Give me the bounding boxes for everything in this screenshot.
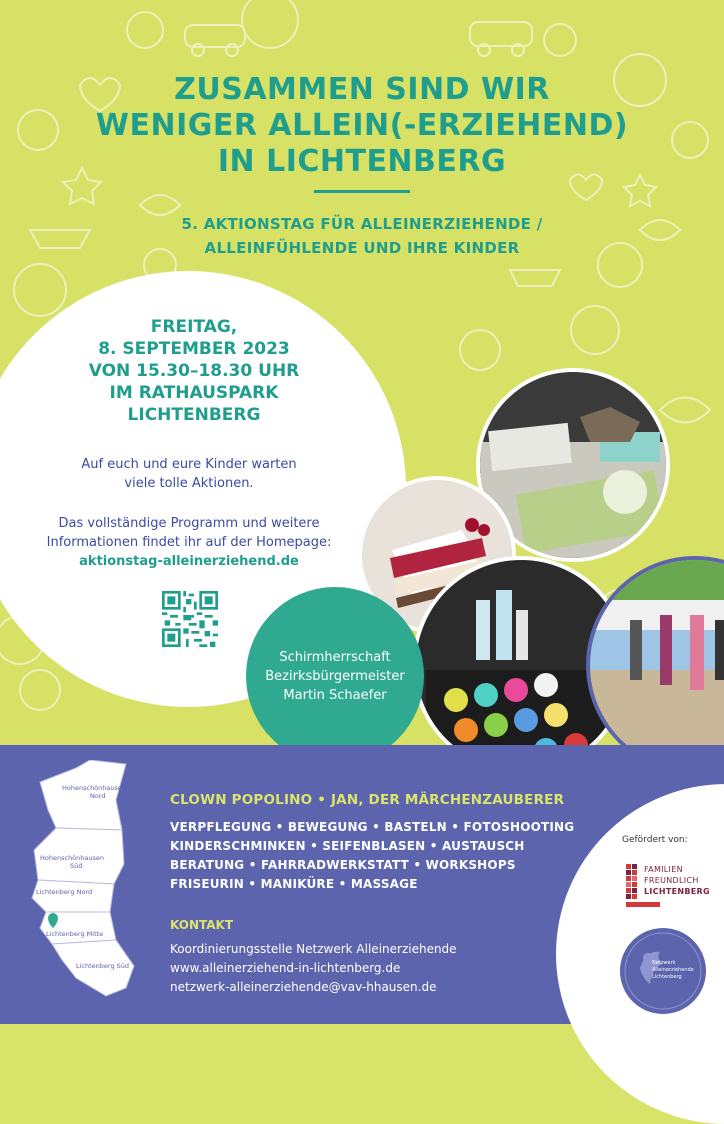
qr-code[interactable] <box>162 591 218 647</box>
netz-line-2: Alleinerziehende <box>652 967 694 973</box>
intro-text <box>30 455 348 493</box>
map-label-hsh-sued-2: Süd <box>70 862 83 870</box>
patron-line-1: Schirmherrschaft <box>279 650 391 665</box>
subtitle-line-2: ALLEINFÜHLENDE UND IHRE KINDER <box>204 239 520 257</box>
activities-block <box>170 791 630 894</box>
netzwerk-text <box>652 960 694 981</box>
map-label-lb-sued: Lichtenberg Süd <box>76 962 130 970</box>
map-label-lb-mitte: Lichtenberg Mitte <box>46 930 104 938</box>
event-place-1: IM RATHAUSPARK <box>109 383 279 403</box>
program-line-2: Informationen findet ihr auf der Homepage: <box>46 535 332 550</box>
title-line-2: WENIGER ALLEIN(-ERZIEHEND) <box>95 108 629 143</box>
program-line-1: Das vollständige Programm und weitere <box>58 516 320 531</box>
contact-heading: KONTAKT <box>170 918 234 932</box>
map-district-hsh-nord <box>40 760 126 830</box>
patron-text <box>256 648 414 705</box>
intro-line-1: Auf euch und eure Kinder warten <box>81 457 297 472</box>
activities-headline: CLOWN POPOLINO • JAN, DER MÄRCHENZAUBERER <box>170 792 565 808</box>
event-date: 8. SEPTEMBER 2023 <box>98 339 290 359</box>
ff-line-3: LICHTENBERG <box>644 887 710 896</box>
map-label-lb-nord: Lichtenberg Nord <box>36 888 93 896</box>
activities-row: VERPFLEGUNG • BEWEGUNG • BASTELN • FOTOSHOOTING <box>170 820 575 834</box>
contact-email-link[interactable]: netzwerk-alleinerziehende@vav-hhausen.de <box>170 980 437 994</box>
ff-line-2: FREUNDLICH <box>644 876 699 885</box>
title-line-3: IN LICHTENBERG <box>217 144 507 179</box>
netz-line-3: Lichtenberg <box>652 974 682 980</box>
patron-line-2: Bezirksbürgermeister <box>265 669 405 684</box>
homepage-link[interactable]: aktionstag-alleinerziehend.de <box>79 554 299 569</box>
intro-line-2: viele tolle Aktionen. <box>124 476 254 491</box>
activities-row: KINDERSCHMINKEN • SEIFENBLASEN • AUSTAUSCH <box>170 839 525 853</box>
program-text <box>20 514 358 571</box>
patron-line-3: Martin Schaefer <box>283 688 387 703</box>
contact-org: Koordinierungsstelle Netzwerk Alleinerziehende <box>170 942 457 956</box>
contact-block <box>170 940 457 997</box>
map-label-hsh-nord-2: Nord <box>90 792 106 800</box>
activities-row: BERATUNG • FAHRRADWERKSTATT • WORKSHOPS <box>170 858 516 872</box>
title-line-1: ZUSAMMEN SIND WIR <box>174 72 550 107</box>
map-label-hsh-nord-1: Hohenschönhausen <box>62 784 127 792</box>
event-time: VON 15.30–18.30 UHR <box>88 361 300 381</box>
title-divider <box>314 190 410 193</box>
district-map <box>26 760 158 1000</box>
netz-line-1: Netzwerk <box>652 960 676 966</box>
event-day: FREITAG, <box>150 317 238 337</box>
map-district-lb-nord <box>32 880 114 912</box>
poster-subtitle <box>112 212 612 260</box>
map-label-hsh-sued-1: Hohenschönhausen <box>40 854 105 862</box>
event-place-2: LICHTENBERG <box>127 405 261 425</box>
activities-row: FRISEURIN • MANIKÜRE • MASSAGE <box>170 877 418 891</box>
sponsor-label: Gefördert von: <box>622 835 688 845</box>
ff-line-1: FAMILIEN <box>644 865 683 874</box>
poster-title <box>62 72 662 180</box>
contact-website-link[interactable]: www.alleinerziehend-in-lichtenberg.de <box>170 961 401 975</box>
subtitle-line-1: 5. AKTIONSTAG FÜR ALLEINERZIEHENDE / <box>181 215 543 233</box>
event-details <box>44 316 344 426</box>
familienfreundlich-text <box>644 864 710 897</box>
